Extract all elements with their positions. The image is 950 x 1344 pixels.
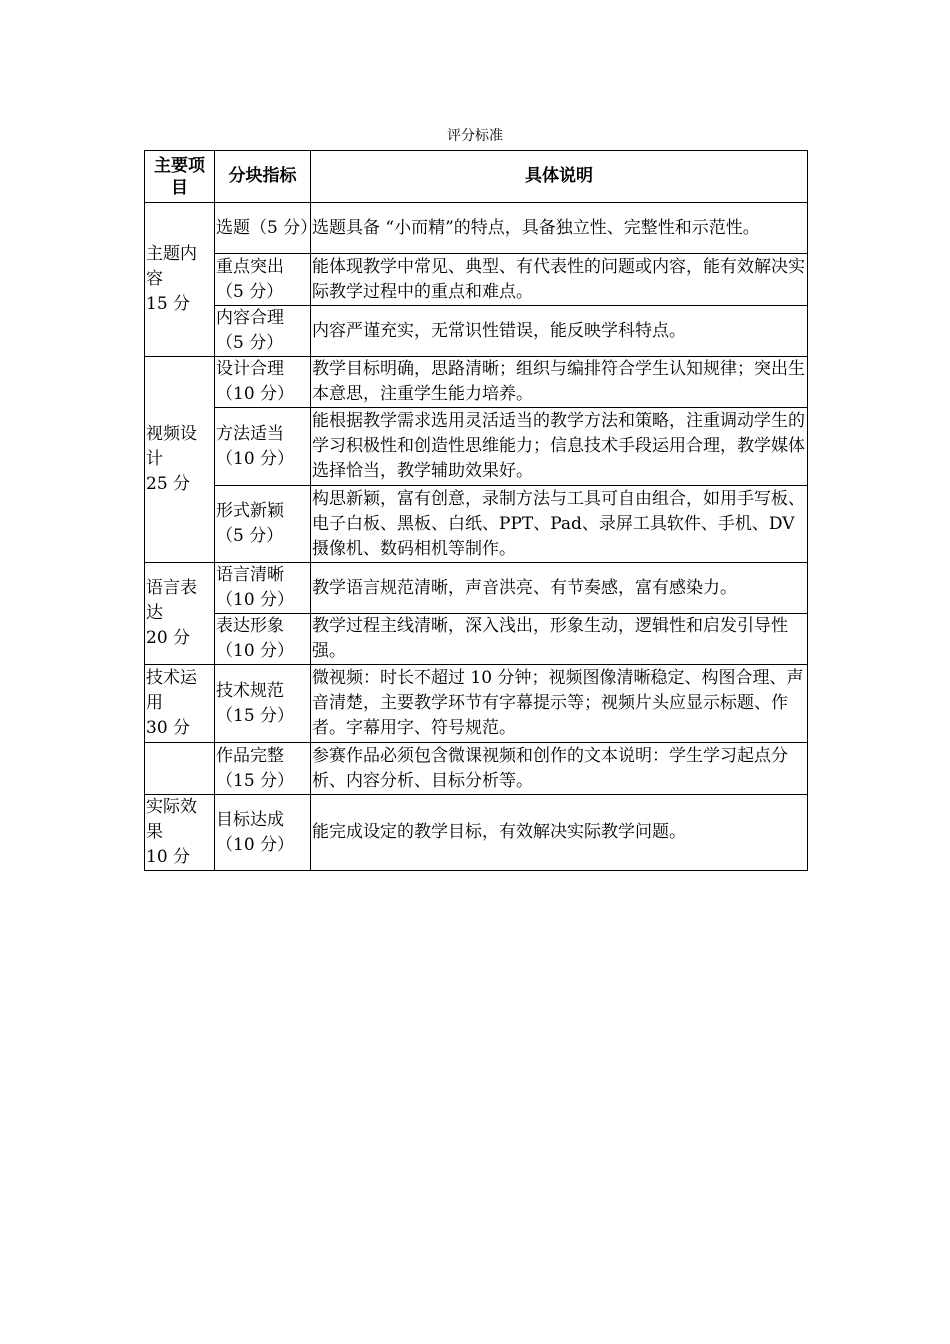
header-description: 具体说明 [311,151,808,203]
table-row [145,203,808,254]
table-row [145,306,808,357]
table-row [145,665,808,743]
main-item-cell: 实际效 果 10 分 [145,795,215,871]
table-row [145,357,808,408]
description-cell: 选题具备 “小而精”的特点，具备独立性、完整性和示范性。 [311,203,808,254]
main-item-cell: 主题内 容 15 分 [145,203,215,357]
table-row [145,486,808,563]
description-cell: 教学过程主线清晰，深入浅出，形象生动，逻辑性和启发引导性强。 [311,614,808,665]
table-row [145,743,808,795]
sub-index-cell: 表达形象 （10 分） [215,614,311,665]
sub-index-cell: 作品完整 （15 分） [215,743,311,795]
sub-index-cell: 形式新颖 （5 分） [215,486,311,563]
table-row [145,563,808,614]
table-row [145,408,808,486]
sub-index-cell: 技术规范 （15 分） [215,665,311,743]
sub-index-cell: 选题（5 分） [215,203,311,254]
description-cell: 能完成设定的教学目标，有效解决实际教学问题。 [311,795,808,871]
main-item-cell: 视频设 计 25 分 [145,357,215,563]
sub-index-cell: 重点突出 （5 分） [215,254,311,306]
main-item-cell-empty [145,743,215,795]
table-row [145,614,808,665]
sub-index-cell: 目标达成 （10 分） [215,795,311,871]
description-cell: 构思新颖，富有创意，录制方法与工具可自由组合，如用手写板、电子白板、黑板、白纸、PPT、Pad、录屏工具软件、手机、DV摄像机、数码相机等制作。 [311,486,808,563]
table-row [145,254,808,306]
table-header-row [145,151,808,203]
document-title: 评分标准 [447,128,503,144]
sub-index-cell: 内容合理 （5 分） [215,306,311,357]
sub-index-cell: 设计合理 （10 分） [215,357,311,408]
header-main-item: 主要项目 [145,151,215,203]
description-cell: 教学目标明确，思路清晰；组织与编排符合学生认知规律；突出生本意思，注重学生能力培养。 [311,357,808,408]
table-row [145,795,808,871]
sub-index-cell: 语言清晰 （10 分） [215,563,311,614]
description-cell: 参赛作品必须包含微课视频和创作的文本说明：学生学习起点分析、内容分析、目标分析等。 [311,743,808,795]
description-cell: 能根据教学需求选用灵活适当的教学方法和策略，注重调动学生的学习积极性和创造性思维能力；信息技术手段运用合理，教学媒体选择恰当，教学辅助效果好。 [311,408,808,486]
description-cell: 教学语言规范清晰，声音洪亮、有节奏感，富有感染力。 [311,563,808,614]
header-sub-index: 分块指标 [215,151,311,203]
scoring-table [144,150,808,871]
description-cell: 内容严谨充实，无常识性错误，能反映学科特点。 [311,306,808,357]
main-item-cell: 技术运 用 30 分 [145,665,215,743]
description-cell: 微视频：时长不超过 10 分钟；视频图像清晰稳定、构图合理、声音清楚，主要教学环节有字幕提示等；视频片头应显示标题、作者。字幕用字、符号规范。 [311,665,808,743]
main-item-cell: 语言表 达 20 分 [145,563,215,665]
description-cell: 能体现教学中常见、典型、有代表性的问题或内容，能有效解决实际教学过程中的重点和难点。 [311,254,808,306]
sub-index-cell: 方法适当 （10 分） [215,408,311,486]
